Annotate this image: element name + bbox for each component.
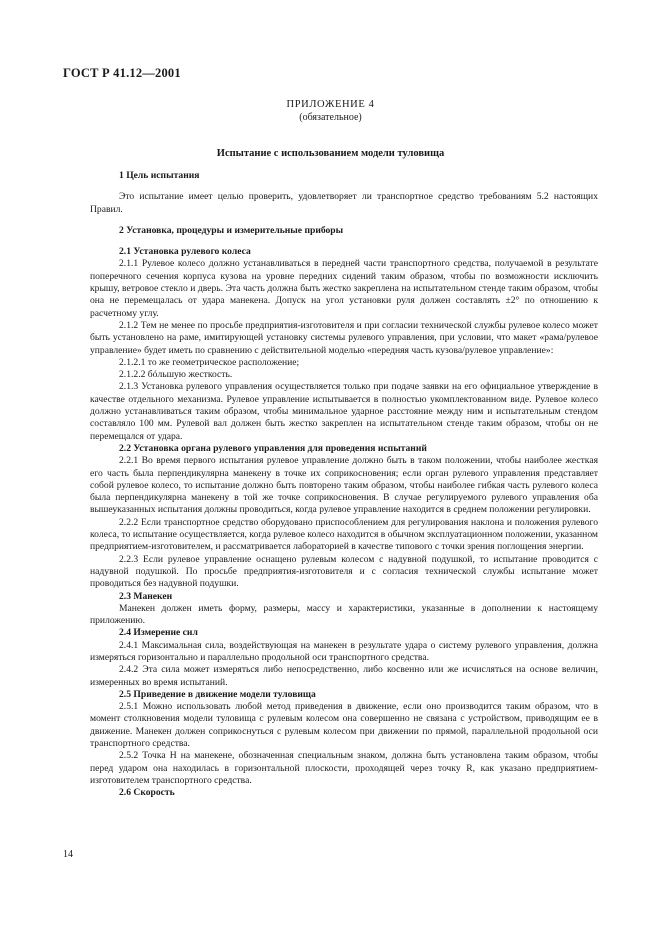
section-heading: 2.4 Измерение сил xyxy=(119,627,198,639)
body-paragraph: 2.1.2.2 бóльшую жесткость. xyxy=(119,369,233,381)
section-heading: 2.5 Приведение в движение модели туловища xyxy=(119,688,316,700)
body-paragraph: 2.2.3 Если рулевое управление оснащено рулевым колесом с надувной подушкой, то испытание проводится с надувной подушкой. По просьбе предприятия-изготовителя и с согласия технической службы испытание может проводиться без надувной подушки. xyxy=(90,553,598,590)
section-heading: 2.1 Установка рулевого колеса xyxy=(119,246,251,258)
body-paragraph: 2.1.1 Рулевое колесо должно устанавливаться в передней части транспортного средства, получаемой в результате поперечного сечения корпуса кузова на уровне передних сидений таким образом, чтобы по возможности исключить крышу, ветровое стекло и дверь. Эта часть должна быть жестко закреплена на испытательном стенде таким образом, чтобы она не перемещалась от удара манекена. Допуск на угол установки руля должен составлять ±2° по отношению к расчетному углу. xyxy=(90,258,598,319)
body-paragraph: 2.1.2.1 то же геометрическое расположение; xyxy=(119,356,300,368)
section-heading: 2.6 Скорость xyxy=(119,787,175,799)
document-header: ГОСТ Р 41.12—2001 xyxy=(63,66,181,80)
appendix-title: ПРИЛОЖЕНИЕ 4 xyxy=(286,99,375,110)
body-paragraph: Это испытание имеет целью проверить, удовлетворяет ли транспортное средство требованиям 5.2 настоящих Правил. xyxy=(90,191,598,215)
page-number: 14 xyxy=(63,849,73,860)
paragraph-spacer xyxy=(90,237,598,246)
body-paragraph: 2.5.2 Точка H на манекене, обозначенная специальным знаком, должна быть установлена таким образом, чтобы перед ударом она находилась в горизонтальной плоскости, проходящей через точку R, как указано предприятием-изготовителем транспортного средства. xyxy=(90,750,598,786)
body-paragraph: 2.1.3 Установка рулевого управления осуществляется только при подаче заявки на его официальное утверждение в качестве отдельного механизма. Рулевое управление испытывается в полностью укомплектованном виде. Рулевое колесо должно устанавливаться таким образом, чтобы минимальное ударное расстояние между ним и испытательным стендом составляло 100 мм. Рулевой вал должен быть жестко закреплен на испытательном стенде таким образом, чтобы он не перемещался от удара. xyxy=(90,381,598,442)
section-heading: 1 Цель испытания xyxy=(119,170,200,181)
appendix-status: (обязательное) xyxy=(299,112,362,123)
body-paragraph: 2.1.2 Тем не менее по просьбе предприятия-изготовителя и при согласии технической службы рулевое колесо может быть установлено на раме, имитирующей установку системы рулевого управления, при условии, что макет «рама/рулевое управление» будет иметь по сравнению с действительной моделью «передняя часть кузова/рулевое управление»: xyxy=(90,319,598,356)
body-paragraph: Манекен должен иметь форму, размеры, массу и характеристики, указанные в дополнении к настоящему приложению. xyxy=(90,602,598,627)
body-paragraph: 2.4.1 Максимальная сила, воздействующая на манекен в результате удара о систему рулевого управления, должна измеряться горизонтально и параллельно продольной оси транспортного средства. xyxy=(90,639,598,663)
paragraph-spacer xyxy=(90,182,598,191)
paragraph-spacer xyxy=(90,216,598,225)
body-paragraph: 2.5.1 Можно использовать любой метод приведения в движение, если оно производится таким образом, что в момент столкновения модели туловища с рулевым колесом она совершенно не связана с устройством, приводящим ее в движение. Манекен должен соприкоснуться с рулевым колесом при движении по прямой, параллельной продольной оси транспортного средства. xyxy=(90,701,598,750)
body-paragraph: 2.2.1 Во время первого испытания рулевое управление должно быть в таком положении, чтобы наиболее жесткая его часть была перпендикулярна манекену в точке их соприкосновения; если орган рулевого управления представляет собой рулевое колесо, то испытание должно быть повторено таким образом, чтобы наиболее гибкая часть рулевого колеса была перпендикулярна манекену в той же точке соприкосновения. В случае регулируемого рулевого управления оба вышеуказанных испытания должны проводиться, когда рулевое управление находится в среднем положении регулировки. xyxy=(90,455,598,516)
main-title: Испытание с использованием модели туловища xyxy=(216,148,445,159)
body-paragraph: 2.4.2 Эта сила может измеряться либо непосредственно, либо косвенно или же исчисляться на основе величин, измеренных во время испытаний. xyxy=(90,664,598,688)
section-heading: 2.3 Манекен xyxy=(119,590,173,602)
body-paragraph: 2.2.2 Если транспортное средство оборудовано приспособлением для регулирования наклона и положения рулевого колеса, то испытание осуществляется, когда рулевое колесо находится в обычном эксплуатационном положении, указанном предприятием-изготовителем, и рассматривается лабораторией в качестве типового с точки зрения поглощения энергии. xyxy=(90,516,598,553)
section-heading: 2.2 Установка органа рулевого управления для проведения испытаний xyxy=(119,442,427,454)
section-heading: 2 Установка, процедуры и измерительные приборы xyxy=(119,224,344,236)
document-body xyxy=(90,170,598,800)
